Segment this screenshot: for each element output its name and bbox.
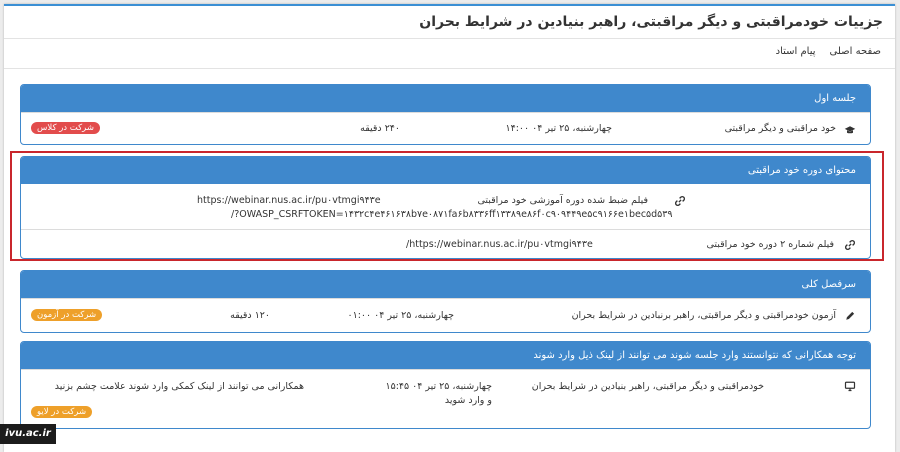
summary-title: آزمون خودمراقبتی و دیگر مراقبتی، راهبر برنبادین در شرایط بحران: [571, 310, 836, 321]
page-title: جزییات خودمراقبتی و دیگر مراقبتی، راهبر بنیادین در شرایط بحران: [419, 14, 883, 30]
session1-row: [21, 112, 870, 145]
session1-panel: [20, 84, 871, 145]
site-logo: ivu.ac.ir: [0, 424, 56, 444]
summary-row: [21, 298, 870, 333]
nav-home[interactable]: صفحه اصلی: [829, 46, 881, 57]
pencil-icon: [844, 310, 856, 322]
live-datetime-line2: و وارد شوید: [444, 395, 492, 406]
join-class-button[interactable]: شرکت در کلاس: [31, 122, 100, 134]
nav-bar: [776, 46, 881, 57]
content-header: محتوای دوره خود مراقبتی: [21, 157, 870, 184]
content-item-2-title: فیلم شماره ۲ دوره خود مراقبتی: [706, 239, 834, 250]
highlight-box: [10, 151, 884, 261]
content-item-1-link[interactable]: https://webinar.nus.ac.ir/pu۰vtmgi۹۴۳e: [197, 195, 381, 206]
session1-header: جلسه اول: [21, 85, 870, 112]
graduation-cap-icon: [844, 124, 856, 136]
session1-title: خود مراقبتی و دیگر مراقبتی: [724, 123, 836, 134]
title-divider: [4, 38, 895, 39]
summary-panel: [20, 270, 871, 333]
live-title: خودمراقبتی و دیگر مراقبتی، راهبر بنیادین در شرایط بحران: [531, 381, 764, 392]
take-exam-button[interactable]: شرکت در آزمون: [31, 309, 102, 321]
nav-teacher-message[interactable]: پیام استاد: [775, 46, 816, 57]
content-item-1-title: فیلم ضبط شده دوره آموزشی خود مراقبتی: [477, 195, 648, 206]
live-datetime: چهارشنبه، ۲۵ تیر ۰۴ ۱۵:۴۵: [385, 381, 492, 392]
nav-divider: [4, 68, 895, 69]
live-row: [21, 369, 870, 429]
content-item-2-link[interactable]: /https://webinar.nus.ac.ir/pu۰vtmgi۹۴۳e: [406, 239, 593, 250]
live-header: توجه همکارانی که نتوانستند وارد جلسه شوند می توانند از لینک ذیل وارد شوند: [21, 342, 870, 369]
session1-datetime: چهارشنبه، ۲۵ تیر ۰۴ ۱۴:۰۰: [505, 123, 612, 134]
session1-duration: ۲۴۰ دقیقه: [360, 123, 400, 134]
monitor-icon: [844, 380, 856, 392]
join-live-button[interactable]: شرکت در لایو: [31, 406, 92, 418]
live-note: همکارانی می توانند از لینک کمکی وارد شوند علامت چشم بزنید: [54, 381, 304, 392]
summary-duration: ۱۲۰ دقیقه: [230, 310, 270, 321]
live-panel: [20, 341, 871, 429]
summary-datetime: چهارشنبه، ۲۵ تیر ۰۴ ۰۱:۰۰: [347, 310, 454, 321]
content-item-1-link-token[interactable]: /?OWASP_CSRFTOKEN=۱۴۳۲c۴e۴۶۱۶۳۸b۷e۰۸۷۱fa۶b۸۳۳۶ff۱۳۳۸۹e۸۶f۰c۹۰۹۴۴۹e۵c۹۱۶۶e۱bec۵d۵۳۹: [231, 209, 673, 220]
summary-header: سرفصل کلی: [21, 271, 870, 298]
